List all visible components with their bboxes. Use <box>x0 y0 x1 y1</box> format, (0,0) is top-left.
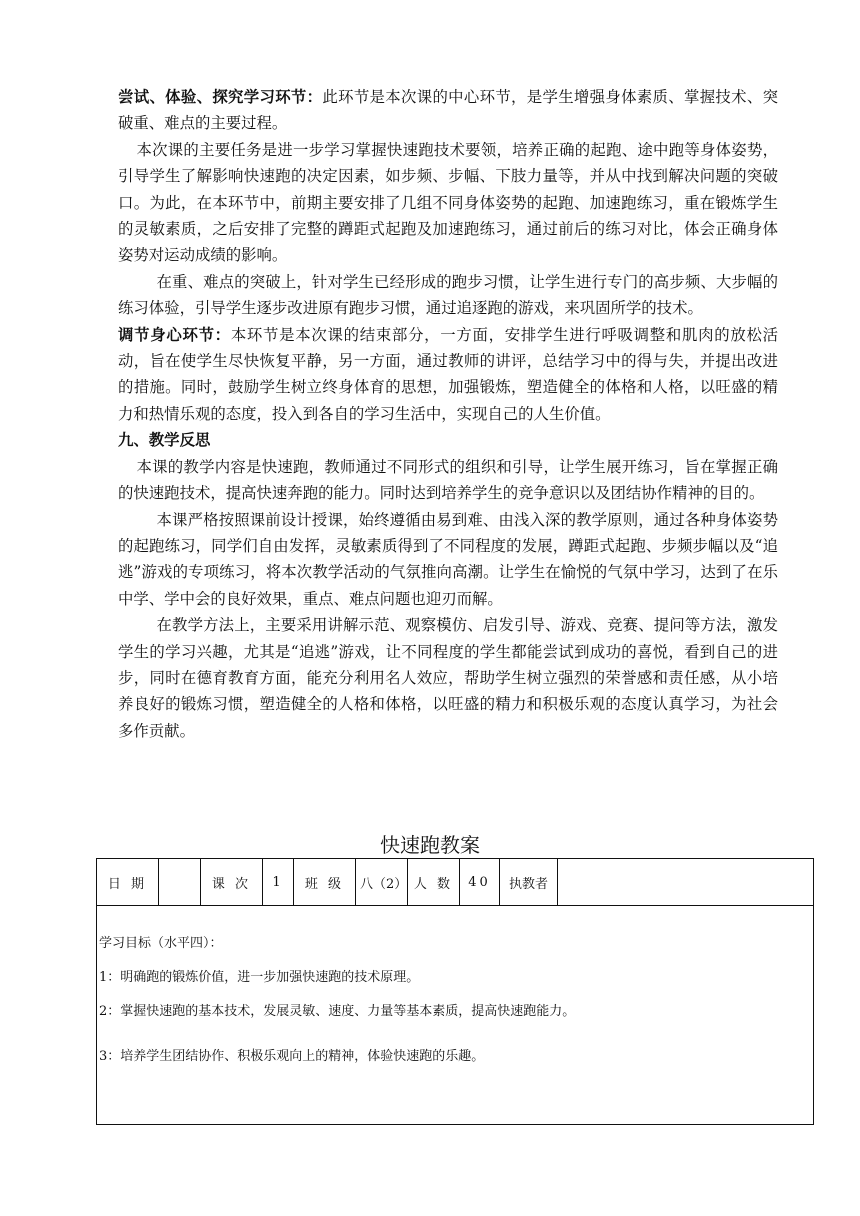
paragraph-text: 本环节是本次课的结束部分，一方面，安排学生进行呼吸调整和肌肉的放松活动，旨在使学生尽快恢复平静，另一方面，通过教师的讲评，总结学习中的得与失，并提出改进的措施。同时，鼓励学生树立终身体育的思想，加强锻炼，塑造健全的体格和人格，以旺盛的精力和热情乐观的态度，投入到各自的学习生活中，实现自己的人生价值。 <box>118 325 778 423</box>
paragraph-text: 此环节是本次课的中心环节，是学生增强身体素质、掌握技术、突破重、难点的主要过程。 <box>118 88 778 133</box>
objective-item: 2：掌握快速跑的基本技术，发展灵敏、速度、力量等基本素质，提高快速跑能力。 <box>99 1004 576 1019</box>
section-heading-reflection: 九、教学反思 <box>118 431 211 450</box>
paragraph-reflection-1: 本课的教学内容是快速跑，教师通过不同形式的组织和引导，让学生展开练习，旨在掌握正确的快速跑技术，提高快速奔跑的能力。同时达到培养学生的竞争意识以及团结协作精神的目的。 <box>118 457 778 503</box>
lesson-plan-table <box>96 858 814 1125</box>
paragraph-lead: 尝试、体验、探究学习环节： <box>118 88 323 106</box>
date-value <box>159 859 201 906</box>
teacher-label: 执教者 <box>500 859 558 906</box>
plan-title: 快速跑教案 <box>380 833 480 857</box>
objective-item: 1：明确跑的锻炼价值，进一步加强快速跑的技术原理。 <box>99 970 420 985</box>
paragraph-main-task: 本次课的主要任务是进一步学习掌握快速跑技术要领，培养正确的起跑、途中跑等身体姿势，引导学生了解影响快速跑的决定因素，如步频、步幅、下肢力量等，并从中找到解决问题的突破口。为此，在本环节中，前期主要安排了几组不同身体姿势的起跑、加速跑练习，重在锻炼学生的灵敏素质，之后安排了完整的蹲距式起跑及加速跑练习，通过前后的练习对比，体会正确身体姿势对运动成绩的影响。 <box>118 140 778 265</box>
paragraph-reflection-2: 本课严格按照课前设计授课，始终遵循由易到难、由浅入深的教学原则，通过各种身体姿势的起跑练习，同学们自由发挥，灵敏素质得到了不同程度的发展，蹲距式起跑、步频步幅以及“追逃”游戏的专项练习，将本次教学活动的气氛推向高潮。让学生在愉悦的气氛中学习，达到了在乐中学、学中会的良好效果，重点、难点问题也迎刃而解。 <box>118 510 778 608</box>
plan-header-row <box>97 859 814 906</box>
objectives-heading: 学习目标（水平四）： <box>99 936 223 951</box>
count-label: 人 数 <box>408 859 460 906</box>
class-label: 班 级 <box>294 859 356 906</box>
class-value: 八（2） <box>356 859 408 906</box>
paragraph-explore <box>118 84 778 137</box>
lesson-value: 1 <box>263 859 294 906</box>
objective-item: 3：培养学生团结协作、积极乐观向上的精神，体验快速跑的乐趣。 <box>99 1049 485 1064</box>
paragraph-adjust <box>118 322 778 428</box>
lesson-label: 课 次 <box>201 859 263 906</box>
learning-objectives <box>97 906 814 1125</box>
paragraph-reflection-3: 在教学方法上，主要采用讲解示范、观察模仿、启发引导、游戏、竞赛、提问等方法，激发学生的学习兴趣，尤其是“追逃”游戏，让不同程度的学生都能尝试到成功的喜悦，看到自己的进步，同时在德育教育方面，能充分利用名人效应，帮助学生树立强烈的荣誉感和责任感，从小培养良好的锻炼习惯，塑造健全的人格和体格，以旺盛的精力和积极乐观的态度认真学习，为社会多作贡献。 <box>118 616 778 740</box>
count-value: 40 <box>460 859 500 906</box>
date-label: 日 期 <box>97 859 159 906</box>
paragraph-lead: 调节身心环节： <box>118 325 231 344</box>
teacher-value <box>558 859 814 906</box>
document-body <box>118 84 778 744</box>
paragraph-key-points: 在重、难点的突破上，针对学生已经形成的跑步习惯，让学生进行专门的高步频、大步幅的练习体验，引导学生逐步改进原有跑步习惯，通过追逐跑的游戏，来巩固所学的技术。 <box>118 272 778 318</box>
